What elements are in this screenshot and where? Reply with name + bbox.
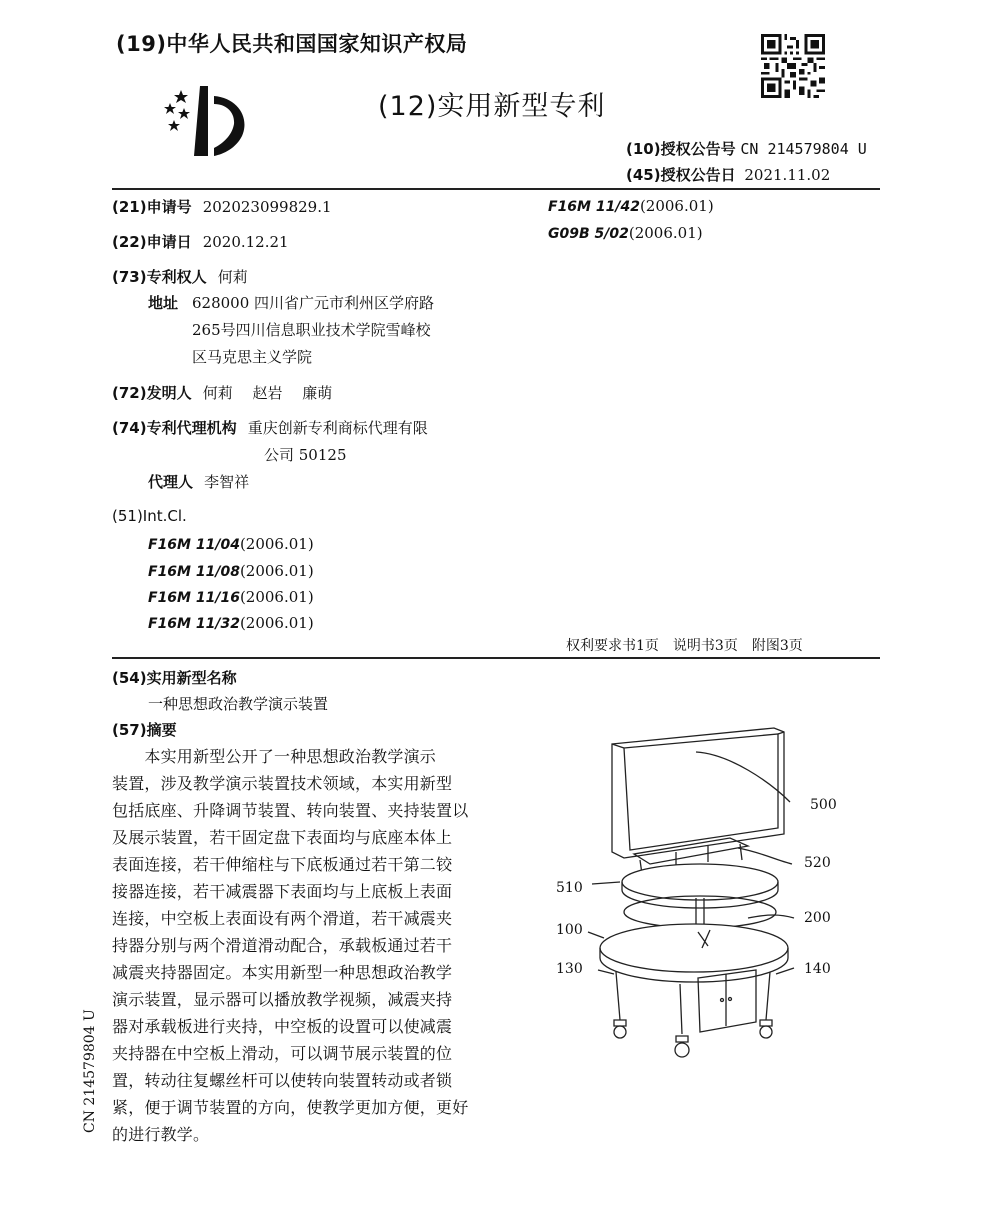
abstract-line: 夹持器在中空板上滑动，可以调节展示装置的位 (112, 1044, 453, 1063)
abstract-line: 装置，涉及教学演示装置技术领域，本实用新型 (112, 774, 453, 793)
figure-label-500: 500 (810, 797, 837, 813)
app-no-label: (21)申请号 (112, 198, 192, 216)
header-divider (112, 188, 880, 190)
intcl-label: (51)Int.Cl. (112, 507, 187, 525)
figure-label-100: 100 (556, 922, 583, 938)
agency-label: (74)专利代理机构 (112, 419, 237, 437)
intcl-version: (2006.01) (639, 197, 714, 215)
abstract-line: 及展示装置，若干固定盘下表面均与底座本体上 (112, 828, 453, 847)
address-label: 地址 (148, 294, 179, 312)
abstract-line: 连接，中空板上表面设有两个滑道，若干减震夹 (112, 909, 453, 928)
abstract-line: 持器分别与两个滑道滑动配合，承载板通过若干 (112, 936, 453, 955)
intcl-version: (2006.01) (239, 588, 314, 606)
intcl-entry-right (548, 196, 714, 215)
app-date-row (112, 231, 289, 252)
intcl-code: G09B 5/02 (548, 226, 629, 242)
inventors-row (112, 382, 332, 403)
intcl-version: (2006.01) (239, 614, 314, 632)
abstract-label: (57)摘要 (112, 721, 177, 739)
intcl-version: (2006.01) (628, 224, 703, 242)
title-label: (54)实用新型名称 (112, 669, 237, 687)
inventors-label: (72)发明人 (112, 384, 192, 402)
intcl-code: F16M 11/16 (148, 590, 240, 606)
address-line: 628000 四川省广元市利州区学府路 (192, 294, 435, 312)
pub-date-row (626, 164, 830, 185)
pub-no-label: (10)授权公告号 (626, 140, 736, 158)
abstract-line: 紧，便于调节装置的方向，使教学更加方便，更好 (112, 1098, 469, 1117)
agency: 重庆创新专利商标代理有限 (247, 419, 428, 437)
intcl-code: F16M 11/32 (148, 616, 240, 632)
figure-label-200: 200 (804, 910, 831, 926)
intcl-entry (148, 587, 314, 606)
abstract-line: 接器连接，若干减震器下表面均与上底板上表面 (112, 882, 453, 901)
agent-label: 代理人 (148, 473, 194, 491)
app-date-label: (22)申请日 (112, 233, 192, 251)
intcl-code: F16M 11/04 (148, 537, 240, 553)
abstract-line: 置，转动往复螺丝杆可以使转向装置转动或者锁 (112, 1071, 453, 1090)
abstract-line: 表面连接，若干伸缩柱与下底板通过若干第二铰 (112, 855, 453, 874)
abstract-line: 器对承载板进行夹持，中空板的设置可以使减震 (112, 1017, 453, 1036)
app-date: 2020.12.21 (202, 233, 289, 251)
app-no-row (112, 196, 332, 217)
agency-row (112, 417, 428, 438)
pub-no-row (626, 138, 867, 159)
patentee-label: (73)专利权人 (112, 268, 207, 286)
figure-label-130: 130 (556, 961, 583, 977)
app-no: 202023099829.1 (202, 198, 332, 216)
agent: 李智祥 (204, 473, 250, 491)
inventors: 何莉 赵岩 廉萌 (202, 384, 333, 402)
intcl-entry (148, 534, 314, 553)
address-line: 265号四川信息职业技术学院雪峰校 (192, 321, 431, 339)
address-line: 区马克思主义学院 (192, 348, 313, 366)
abstract-line: 减震夹持器固定。本实用新型一种思想政治教学 (112, 963, 453, 982)
pub-date: 2021.11.02 (744, 166, 831, 184)
office-name: (19)中华人民共和国国家知识产权局 (116, 32, 468, 56)
patentee-row (112, 266, 248, 287)
page-counts: 权利要求书1页 说明书3页 附图3页 (566, 638, 803, 654)
agent-row (148, 471, 249, 492)
abstract-line: 演示装置，显示器可以播放教学视频，减震夹持 (112, 990, 453, 1009)
abstract-divider (112, 657, 880, 659)
abstract-line: 的进行教学。 (112, 1125, 210, 1144)
document-type: (12)实用新型专利 (378, 91, 606, 122)
device-figure-drawing (580, 722, 840, 1084)
agency-line-2: 公司 50125 (264, 446, 347, 464)
intcl-version: (2006.01) (239, 562, 314, 580)
figure-label-510: 510 (556, 880, 583, 896)
intcl-code: F16M 11/08 (148, 564, 240, 580)
pub-date-label: (45)授权公告日 (626, 166, 736, 184)
figure-label-520: 520 (804, 855, 831, 871)
figure-label-140: 140 (804, 961, 831, 977)
cnipa-emblem-icon (158, 84, 254, 164)
qr-code-icon (760, 34, 826, 98)
pub-no: CN 214579804 U (740, 140, 867, 158)
intcl-entry (148, 613, 314, 632)
utility-model-title: 一种思想政治教学演示装置 (148, 695, 329, 713)
side-publication-number: CN 214579804 U (82, 1009, 98, 1133)
abstract-line: 包括底座、升降调节装置、转向装置、夹持装置以 (112, 801, 469, 820)
intcl-entry (148, 561, 314, 580)
intcl-code: F16M 11/42 (548, 199, 640, 215)
intcl-version: (2006.01) (239, 535, 314, 553)
intcl-entry-right (548, 223, 703, 242)
abstract-line: 本实用新型公开了一种思想政治教学演示 (112, 747, 437, 766)
patentee: 何莉 (217, 268, 248, 286)
